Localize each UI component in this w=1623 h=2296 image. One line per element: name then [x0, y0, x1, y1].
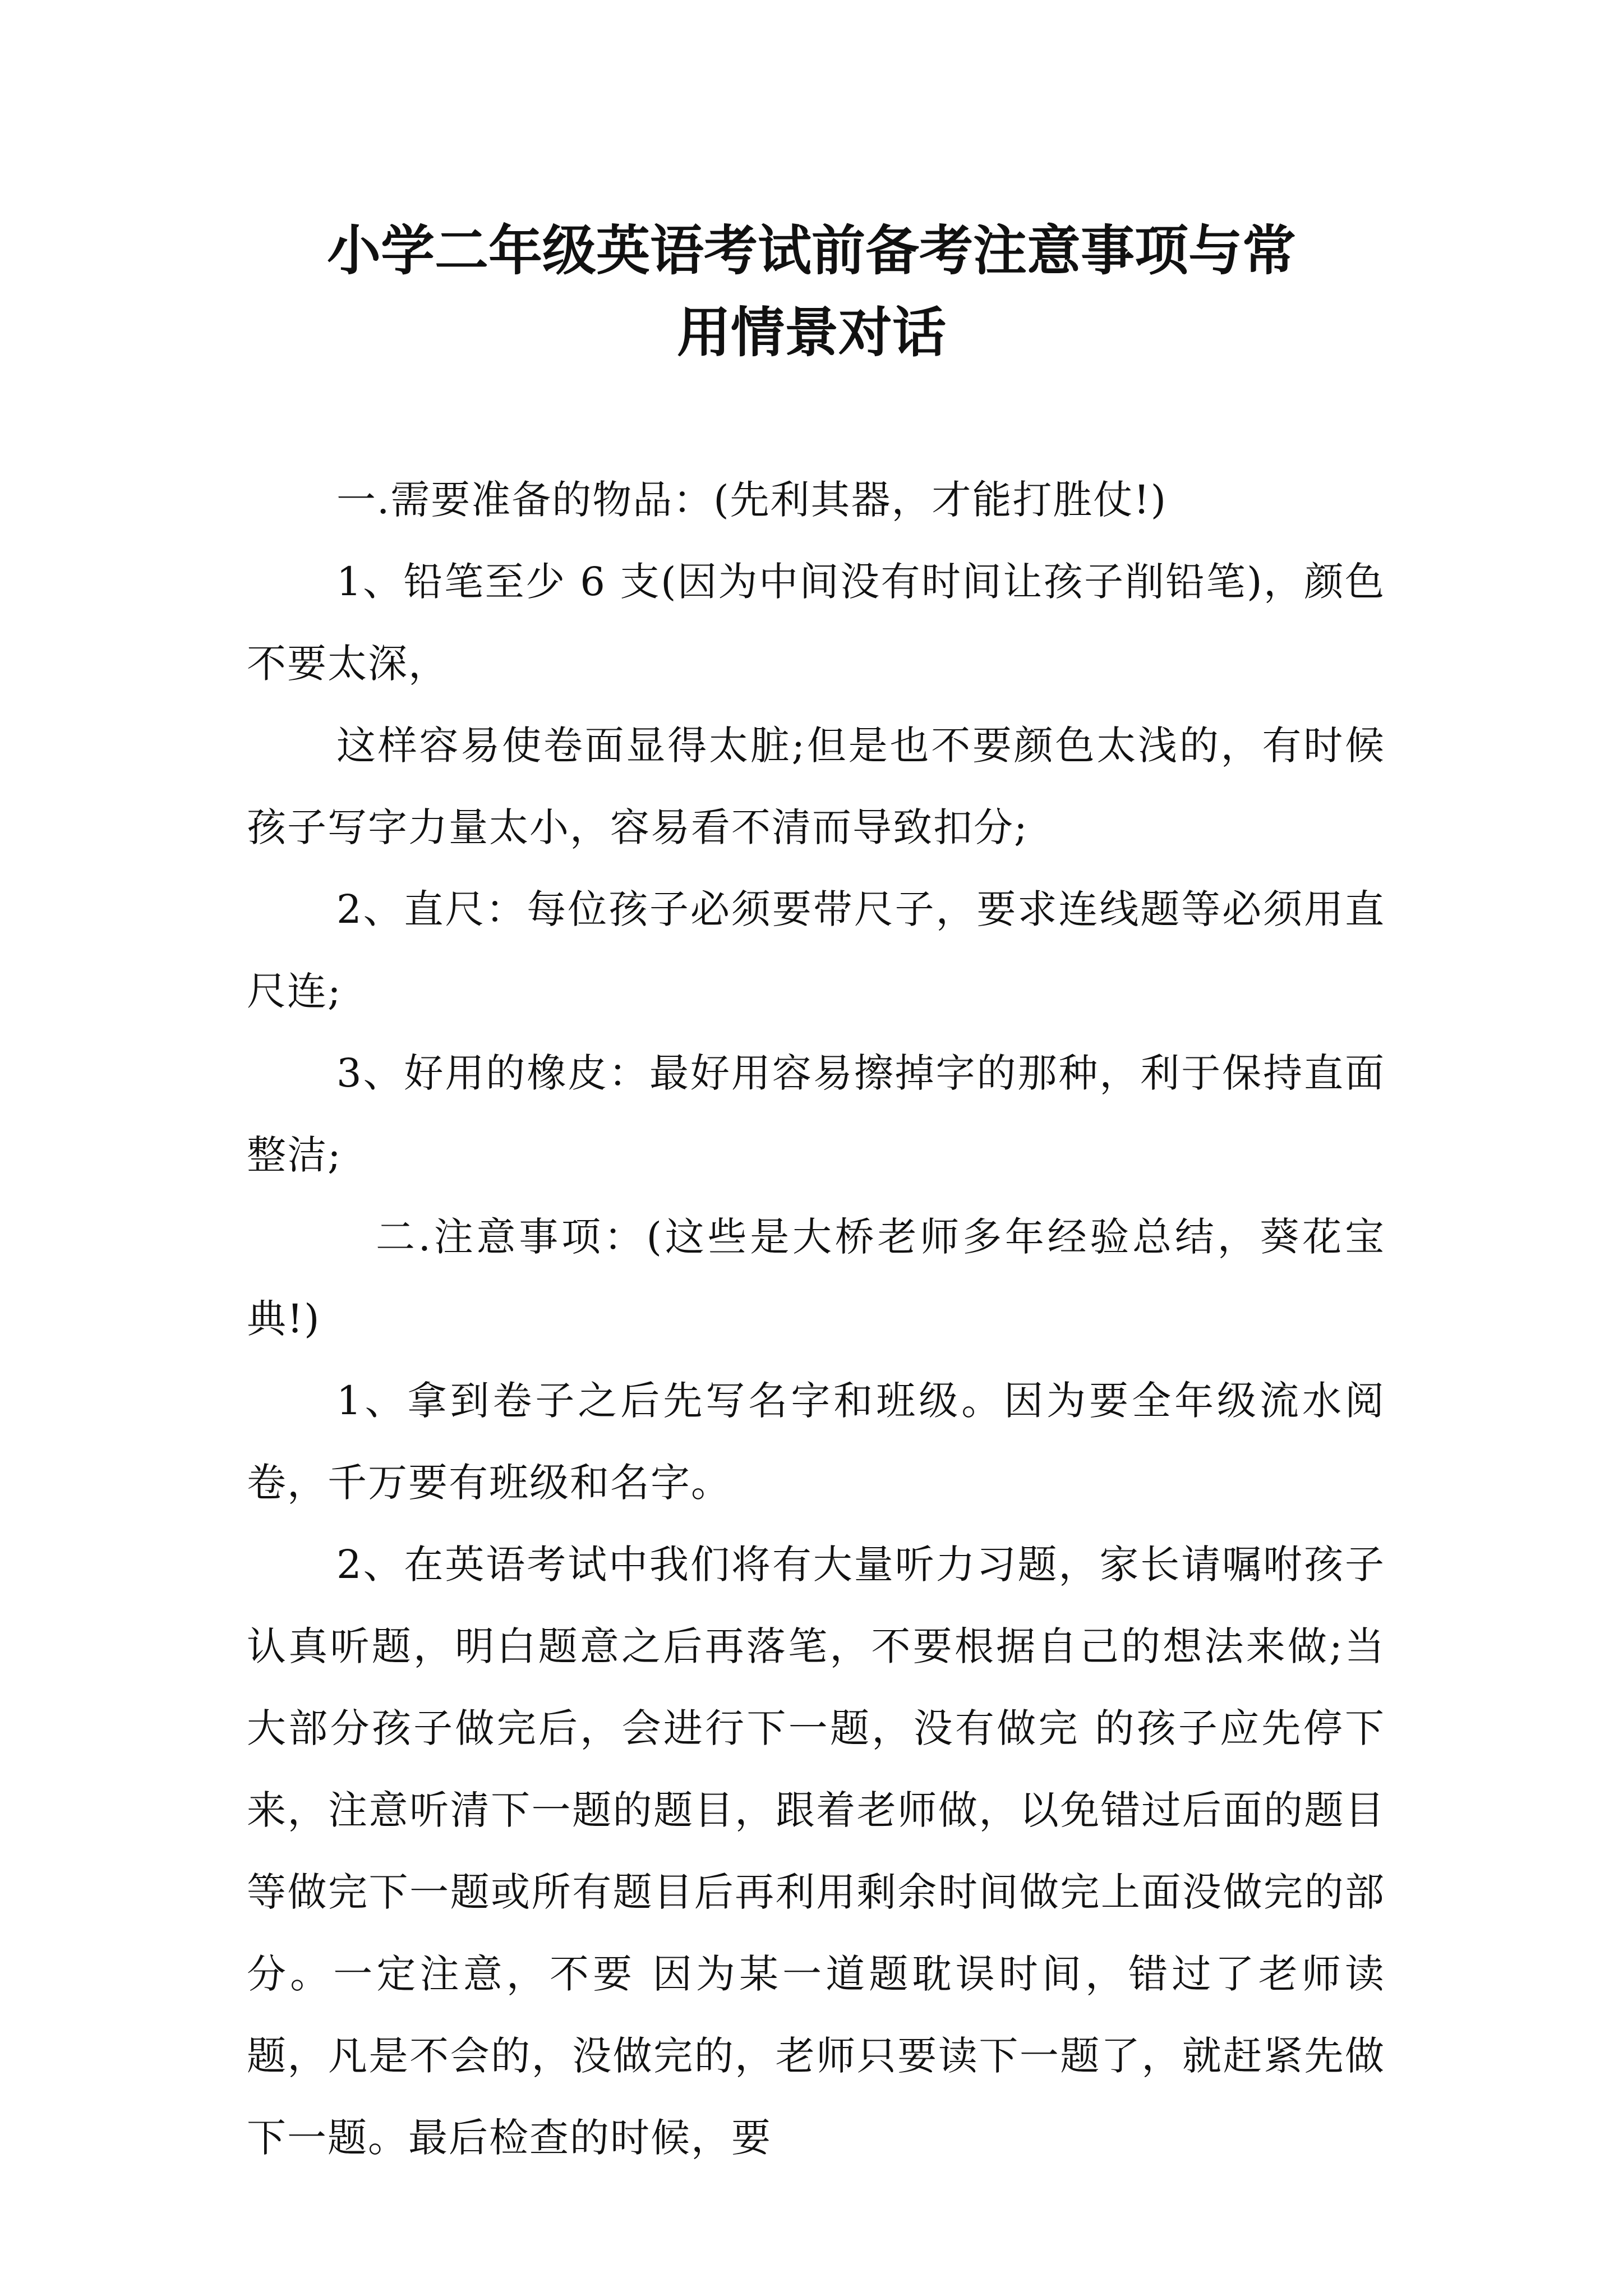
paragraph-listening: 2、在英语考试中我们将有大量听力习题，家长请嘱咐孩子认真听题，明白题意之后再落笔，不要根据自己的想法来做;当大部分孩子做完后，会进行下一题，没有做完 的孩子应先停下来，注意听清下一题的题目，跟着老师做，以免错过后面的题目等做完下一题或所有题目后再利用剩余时间做完上面没做完的部分。一定注意，不要 因为某一道题耽误时间，错过了老师读题，凡是不会的，没做完的，老师只要读下一题了，就赶紧先做下一题。最后检查的时候，要 — [247, 1542, 1385, 2161]
paragraph-ruler: 2、直尺：每位孩子必须要带尺子，要求连线题等必须用直尺连; — [247, 886, 1385, 1014]
document-title-line-1: 小学二年级英语考试前备考注意事项与常 — [327, 219, 1296, 282]
paragraph-pencils: 1、铅笔至少 6 支(因为中间没有时间让孩子削铅笔)，颜色不要太深， — [247, 559, 1385, 687]
document-body — [247, 459, 1385, 2179]
paragraph-eraser: 3、好用的橡皮：最好用容易擦掉字的那种，利于保持直面整洁; — [247, 1050, 1385, 1178]
paragraph-pencil-color: 这样容易使卷面显得太脏;但是也不要颜色太浅的，有时候孩子写字力量太小，容易看不清而导致扣分; — [247, 723, 1385, 850]
document-title-line-2: 用情景对话 — [677, 301, 946, 364]
section-heading-notes: 二.注意事项：(这些是大桥老师多年经验总结，葵花宝典!) — [247, 1214, 1385, 1342]
section-heading-items: 一.需要准备的物品：(先利其器，才能打胜仗!) — [336, 477, 1167, 523]
paragraph-name-class: 1、拿到卷子之后先写名字和班级。因为要全年级流水阅卷，千万要有班级和名字。 — [247, 1378, 1385, 1506]
